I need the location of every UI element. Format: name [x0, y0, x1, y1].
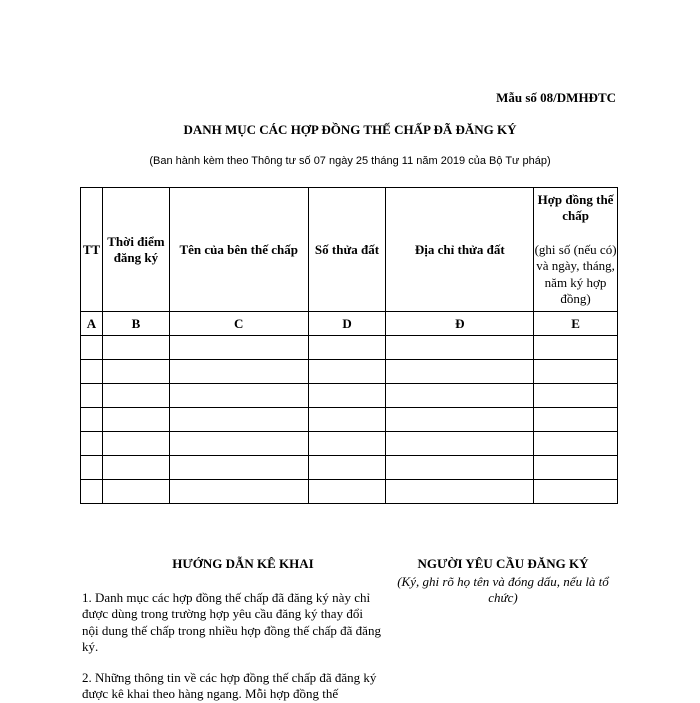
header-parcel-number: Số thửa đất: [308, 188, 386, 312]
column-letter: A: [81, 312, 103, 336]
document-title: DANH MỤC CÁC HỢP ĐỒNG THẾ CHẤP ĐÃ ĐĂNG KÝ: [183, 122, 517, 137]
table-cell: [534, 432, 618, 456]
table-cell: [81, 336, 103, 360]
table-row: [81, 432, 618, 456]
table-cell: [386, 336, 534, 360]
table-cell: [169, 336, 308, 360]
table-cell: [169, 360, 308, 384]
header-parcel-address: Địa chỉ thửa đất: [386, 188, 534, 312]
table-header-row: [81, 188, 618, 312]
table-row: [81, 480, 618, 504]
table-cell: [386, 384, 534, 408]
requester-title: NGƯỜI YÊU CẦU ĐĂNG KÝ: [417, 556, 589, 571]
table-cell: [386, 360, 534, 384]
column-letter: Đ: [386, 312, 534, 336]
table-row: [81, 456, 618, 480]
table-cell: [169, 432, 308, 456]
column-letter: E: [534, 312, 618, 336]
table-cell: [102, 456, 169, 480]
table-cell: [534, 360, 618, 384]
table-cell: [534, 456, 618, 480]
guide-paragraph-1: 1. Danh mục các hợp đồng thế chấp đã đăng ký này chỉ được dùng trong trường hợp yêu cầu đăng ký thay đổi nội dung thế chấp trong nhiều hợp đồng thế chấp đã đăng ký.: [82, 590, 381, 654]
table-cell: [308, 456, 386, 480]
table-cell: [386, 456, 534, 480]
table-cell: [534, 480, 618, 504]
table-cell: [308, 336, 386, 360]
table-cell: [102, 360, 169, 384]
table-row: [81, 408, 618, 432]
table-cell: [169, 480, 308, 504]
table-cell: [102, 384, 169, 408]
table-cell: [308, 480, 386, 504]
table-cell: [102, 432, 169, 456]
table-row: [81, 336, 618, 360]
guide-paragraph-2: 2. Những thông tin về các hợp đồng thế chấp đã đăng ký được kê khai theo hàng ngang. Mỗi hợp đồng thế: [82, 670, 377, 702]
document-subtitle: (Ban hành kèm theo Thông tư số 07 ngày 25 tháng 11 năm 2019 của Bộ Tư pháp): [149, 155, 551, 167]
contract-list-table: [80, 187, 618, 504]
table-cell: [308, 360, 386, 384]
table-cell: [308, 432, 386, 456]
header-tt: TT: [81, 188, 103, 312]
table-cell: [169, 456, 308, 480]
table-cell: [81, 432, 103, 456]
table-cell: [81, 480, 103, 504]
header-mortgagor-name: Tên của bên thế chấp: [169, 188, 308, 312]
column-letter: C: [169, 312, 308, 336]
table-cell: [169, 384, 308, 408]
table-cell: [102, 336, 169, 360]
table-cell: [81, 360, 103, 384]
table-cell: [386, 432, 534, 456]
header-mortgage-contract: [534, 188, 618, 312]
table-cell: [386, 480, 534, 504]
table-cell: [386, 408, 534, 432]
column-letter: B: [102, 312, 169, 336]
table-cell: [81, 384, 103, 408]
form-number: Mẫu số 08/DMHĐTC: [496, 90, 616, 105]
table-cell: [102, 408, 169, 432]
table-cell: [81, 408, 103, 432]
requester-note: (Ký, ghi rõ họ tên và đóng dấu, nếu là tổ chức): [397, 574, 609, 605]
table-cell: [169, 408, 308, 432]
table-cell: [308, 408, 386, 432]
column-letter-row: [81, 312, 618, 336]
guide-title: HƯỚNG DẪN KÊ KHAI: [172, 556, 314, 571]
table-cell: [308, 384, 386, 408]
table-cell: [81, 456, 103, 480]
table-row: [81, 384, 618, 408]
table-cell: [102, 480, 169, 504]
header-contract-label: Hợp đồng thế chấp: [537, 192, 614, 223]
column-letter: D: [308, 312, 386, 336]
table-row: [81, 360, 618, 384]
table-cell: [534, 336, 618, 360]
table-cell: [534, 408, 618, 432]
header-contract-note: (ghi số (nếu có) và ngày, tháng, năm ký hợp đồng): [534, 242, 617, 306]
header-registration-time: Thời điểm đăng ký: [102, 188, 169, 312]
table-cell: [534, 384, 618, 408]
